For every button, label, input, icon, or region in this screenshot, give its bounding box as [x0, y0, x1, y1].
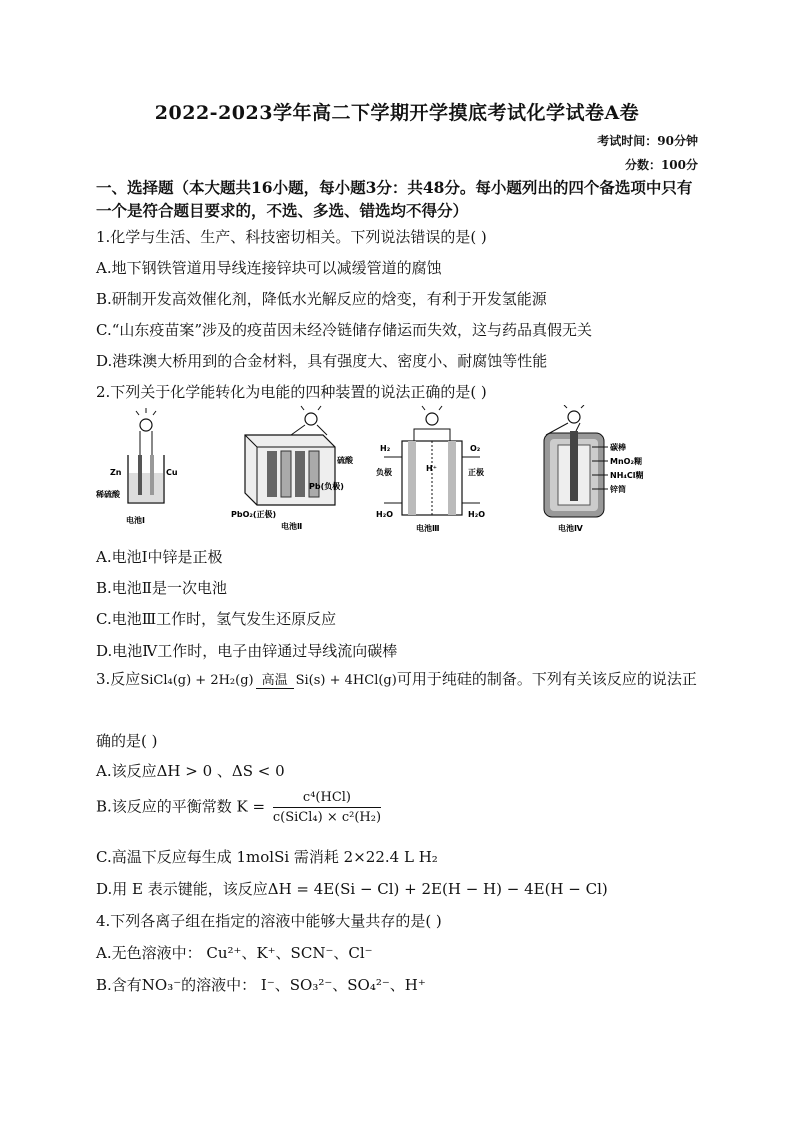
battery-3-negative-label: 负极 — [376, 468, 392, 477]
battery-1-cu-label: Cu — [166, 468, 178, 477]
section-heading: 一、选择题（本大题共16小题，每小题3分：共48分。每小题列出的四个备选项中只有一个是符合题目要求的，不选、多选、错选均不得分） — [96, 178, 693, 220]
battery-3-caption: 电池Ⅲ — [416, 524, 440, 533]
q3-option-d: D.用 E 表示键能，该反应ΔH = 4E(Si − Cl) + 2E(H − H) − 4E(H − Cl) — [96, 880, 608, 898]
q3-products: Si(s) + 4HCl(g) — [295, 673, 397, 688]
q3-stem-line1 — [96, 668, 697, 689]
battery-3-h2-label: H₂ — [380, 444, 391, 453]
q1-option-c: C.“山东疫苗案”涉及的疫苗因未经冷链储存储运而失效，这与药品真假无关 — [96, 321, 593, 339]
battery-3-h2o-left: H₂O — [376, 510, 393, 519]
battery-3-o2-label: O₂ — [470, 444, 481, 453]
q2-option-d: D.电池Ⅳ工作时，电子由锌通过导线流向碳棒 — [96, 642, 398, 660]
q1-option-b: B.研制开发高效催化剂，降低水光解反应的焓变，有利于开发氢能源 — [96, 290, 547, 308]
q2-option-c: C.电池Ⅲ工作时，氢气发生还原反应 — [96, 610, 337, 628]
q3-stem-line2: 确的是( ) — [96, 732, 158, 750]
battery-4-rod-label: 碳棒 — [610, 443, 626, 452]
exam-title: 2022-2023学年高二下学期开学摸底考试化学试卷A卷 — [154, 102, 640, 124]
battery-figures — [96, 405, 696, 540]
fraction-numerator: c⁴(HCl) — [273, 790, 381, 808]
battery-4-figure — [536, 405, 666, 535]
q3-condition: 高温 — [261, 673, 288, 688]
q3-prefix: 3.反应 — [96, 670, 141, 688]
battery-1-acid-label: 稀硫酸 — [96, 490, 120, 499]
q2-stem: 2.下列关于化学能转化为电能的四种装置的说法正确的是( ) — [96, 383, 487, 401]
q4-option-a: A.无色溶液中： Cu²⁺、K⁺、SCN⁻、Cl⁻ — [96, 944, 373, 962]
battery-1-caption: 电池Ⅰ — [126, 516, 145, 525]
q1-option-a: A.地下钢铁管道用导线连接锌块可以减缓管道的腐蚀 — [96, 259, 442, 277]
q3-option-c: C.高温下反应每生成 1molSi 需消耗 2×22.4 L H₂ — [96, 848, 438, 866]
battery-1-figure — [96, 405, 206, 535]
q3-option-b — [96, 790, 381, 825]
battery-2-caption: 电池Ⅱ — [281, 522, 303, 531]
battery-4-mno2-label: MnO₂糊 — [610, 457, 642, 466]
battery-2-acid-label: 硫酸 — [337, 456, 353, 465]
q1-stem: 1.化学与生活、生产、科技密切相关。下列说法错误的是( ) — [96, 228, 487, 246]
battery-3-figure — [374, 405, 494, 535]
battery-3-h2o-right: H₂O — [468, 510, 485, 519]
equilibrium-constant-fraction — [273, 790, 381, 825]
fraction-denominator: c(SiCl₄) × c²(H₂) — [272, 810, 382, 825]
battery-3-positive-label: 正极 — [468, 468, 484, 477]
battery-2-pbo2-label: PbO₂(正极) — [231, 510, 277, 519]
exam-score: 分数：100分 — [624, 158, 698, 172]
battery-2-pb-label: Pb(负极) — [309, 482, 344, 491]
battery-4-nh4cl-label: NH₄Cl糊 — [610, 471, 644, 480]
exam-time: 考试时间：90分钟 — [597, 134, 698, 148]
q3-reactants: SiCl₄(g) + 2H₂(g) — [140, 673, 254, 688]
q2-option-a: A.电池Ⅰ中锌是正极 — [96, 548, 223, 566]
battery-4-zinc-label: 锌筒 — [610, 485, 626, 494]
q2-option-b: B.电池Ⅱ是一次电池 — [96, 579, 227, 597]
battery-3-hplus-label: H⁺ — [426, 464, 437, 473]
battery-1-zn-label: Zn — [110, 468, 122, 477]
q4-stem: 4.下列各离子组在指定的溶液中能够大量共存的是( ) — [96, 912, 442, 930]
battery-4-caption: 电池Ⅳ — [558, 524, 583, 533]
q3-option-b-prefix: B.该反应的平衡常数 K = — [96, 797, 266, 816]
q3-option-a: A.该反应ΔH > 0 、ΔS < 0 — [96, 762, 285, 780]
q3-condition-arrow — [256, 674, 294, 689]
q3-suffix: 可用于纯硅的制备。下列有关该反应的说法正 — [396, 670, 697, 688]
q1-option-d: D.港珠澳大桥用到的合金材料，具有强度大、密度小、耐腐蚀等性能 — [96, 352, 548, 370]
q4-option-b: B.含有NO₃⁻的溶液中： I⁻、SO₃²⁻、SO₄²⁻、H⁺ — [96, 976, 426, 994]
battery-2-figure — [231, 405, 361, 535]
